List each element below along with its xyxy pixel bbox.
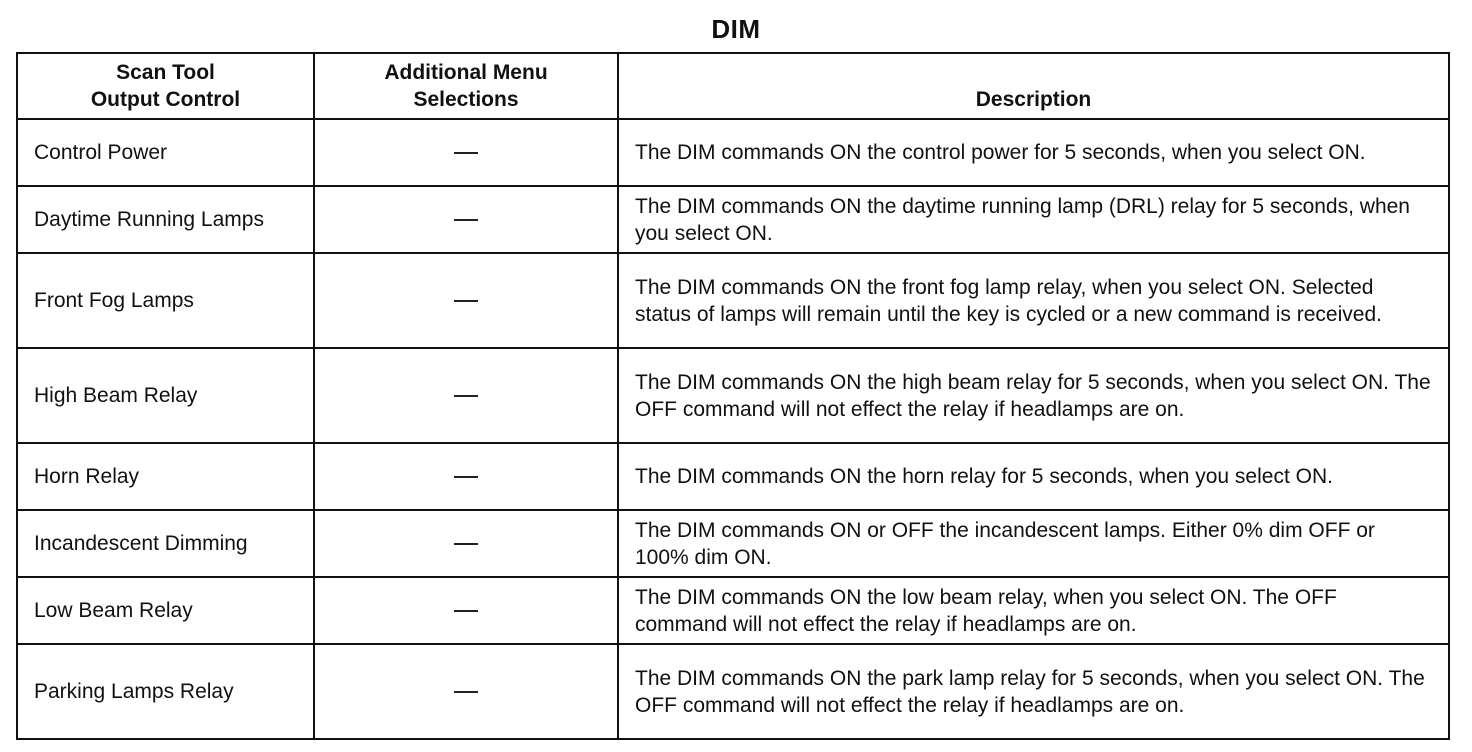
- dash-icon: [454, 476, 478, 478]
- output-control-description: The DIM commands ON or OFF the incandescent lamps. Either 0% dim OFF or 100% dim ON.: [618, 510, 1449, 577]
- output-control-name: Daytime Running Lamps: [17, 186, 314, 253]
- table-body: [17, 119, 1449, 739]
- header-additional-menu-selections: [314, 53, 618, 119]
- dash-icon: [454, 152, 478, 154]
- table-row: [17, 253, 1449, 348]
- dash-icon: [454, 219, 478, 221]
- menu-selection-cell: [314, 253, 618, 348]
- output-control-description: The DIM commands ON the daytime running lamp (DRL) relay for 5 seconds, when you select ON.: [618, 186, 1449, 253]
- menu-selection-cell: [314, 119, 618, 186]
- output-control-name: Control Power: [17, 119, 314, 186]
- output-control-description: The DIM commands ON the high beam relay for 5 seconds, when you select ON. The OFF command will not effect the relay if headlamps are on.: [618, 348, 1449, 443]
- table-row: [17, 644, 1449, 739]
- output-control-name: Low Beam Relay: [17, 577, 314, 644]
- table-header-row: [17, 53, 1449, 119]
- header-menu-line2: Selections: [413, 88, 519, 111]
- dash-icon: [454, 543, 478, 545]
- menu-selection-cell: [314, 644, 618, 739]
- output-control-name: High Beam Relay: [17, 348, 314, 443]
- output-control-name: Horn Relay: [17, 443, 314, 510]
- menu-selection-cell: [314, 443, 618, 510]
- dash-icon: [454, 395, 478, 397]
- table-row: [17, 510, 1449, 577]
- menu-selection-cell: [314, 186, 618, 253]
- menu-selection-cell: [314, 510, 618, 577]
- output-control-description: The DIM commands ON the control power for 5 seconds, when you select ON.: [618, 119, 1449, 186]
- output-control-description: The DIM commands ON the low beam relay, when you select ON. The OFF command will not effect the relay if headlamps are on.: [618, 577, 1449, 644]
- header-scan-tool-output-control: [17, 53, 314, 119]
- output-control-description: The DIM commands ON the front fog lamp relay, when you select ON. Selected status of lamps will remain until the key is cycled or a new command is received.: [618, 253, 1449, 348]
- header-description: Description: [618, 53, 1449, 119]
- output-control-table: [16, 52, 1450, 740]
- header-menu-line1: Additional Menu: [384, 61, 548, 84]
- menu-selection-cell: [314, 348, 618, 443]
- table-row: [17, 577, 1449, 644]
- dash-icon: [454, 610, 478, 612]
- table-row: [17, 348, 1449, 443]
- output-control-description: The DIM commands ON the park lamp relay for 5 seconds, when you select ON. The OFF command will not effect the relay if headlamps are on.: [618, 644, 1449, 739]
- output-control-name: Incandescent Dimming: [17, 510, 314, 577]
- dash-icon: [454, 300, 478, 302]
- table-row: [17, 119, 1449, 186]
- output-control-name: Front Fog Lamps: [17, 253, 314, 348]
- dash-icon: [454, 691, 478, 693]
- menu-selection-cell: [314, 577, 618, 644]
- header-scan-tool-line2: Output Control: [90, 88, 241, 111]
- page-title: DIM: [711, 14, 761, 44]
- output-control-name: Parking Lamps Relay: [17, 644, 314, 739]
- table-row: [17, 443, 1449, 510]
- output-control-description: The DIM commands ON the horn relay for 5 seconds, when you select ON.: [618, 443, 1449, 510]
- header-scan-tool-line1: Scan Tool: [116, 61, 215, 84]
- table-row: [17, 186, 1449, 253]
